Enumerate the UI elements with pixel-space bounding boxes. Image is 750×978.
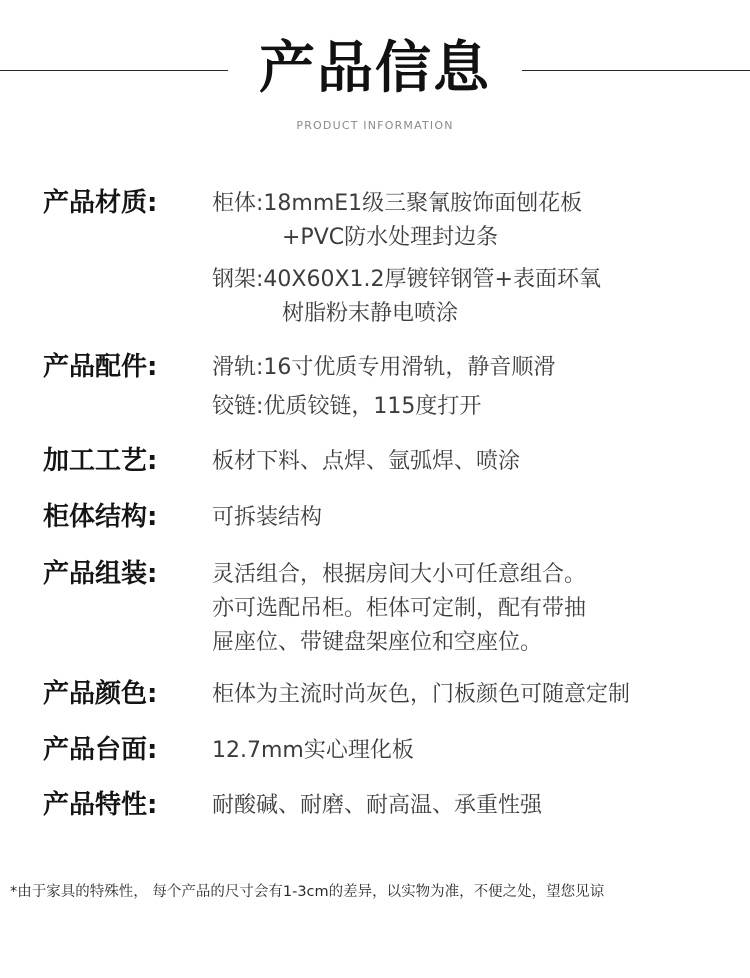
spec-value-structure [212, 501, 732, 535]
spec-label-fittings: 产品配件: [43, 352, 158, 382]
spec-value-line: 可拆装结构 [212, 505, 323, 530]
spec-value-line: 12.7mm实心理化板 [212, 738, 414, 763]
spec-value-line: 耐酸碱、耐磨、耐高温、承重性强 [212, 793, 543, 818]
spec-value-color [212, 678, 732, 712]
spec-label-countertop: 产品台面: [43, 735, 158, 765]
spec-label-assembly: 产品组装: [43, 559, 158, 589]
spec-value-line: +PVC防水处理封边条 [282, 225, 499, 250]
spec-value-line: 板材下料、点焊、氩弧焊、喷涂 [212, 449, 521, 474]
spec-label-material: 产品材质: [43, 188, 158, 218]
page-title: 产品信息 [259, 36, 491, 101]
spec-value-line: 铰链:优质铰链，115度打开 [212, 394, 482, 419]
spec-value-line: 树脂粉末静电喷涂 [282, 301, 459, 326]
spec-value-assembly [212, 558, 732, 660]
spec-value-fittings [212, 351, 732, 424]
spec-value-countertop [212, 734, 732, 768]
spec-value-line: 钢架:40X60X1.2厚镀锌钢管+表面环氧 [212, 267, 601, 292]
spec-value-process [212, 445, 732, 479]
spec-label-color: 产品颜色: [43, 679, 158, 709]
page-subtitle: PRODUCT INFORMATION [296, 119, 454, 132]
spec-value-material [212, 187, 732, 331]
disclaimer-footnote: *由于家具的特殊性， 每个产品的尺寸会有1-3cm的差异，以实物为准，不便之处，望您见谅 [10, 884, 605, 900]
spec-value-line: 柜体:18mmE1级三聚氰胺饰面刨花板 [212, 191, 583, 216]
spec-label-features: 产品特性: [43, 790, 158, 820]
spec-value-line: 屉座位、带键盘架座位和空座位。 [212, 630, 543, 655]
spec-label-structure: 柜体结构: [43, 502, 158, 532]
spec-value-line: 滑轨:16寸优质专用滑轨，静音顺滑 [212, 355, 556, 380]
spec-value-line: 灵活组合，根据房间大小可任意组合。 [212, 562, 587, 587]
spec-value-features [212, 789, 732, 823]
spec-value-line: 亦可选配吊柜。柜体可定制，配有带抽 [212, 596, 587, 621]
spec-label-process: 加工工艺: [43, 446, 158, 476]
spec-value-line: 柜体为主流时尚灰色，门板颜色可随意定制 [212, 682, 631, 707]
